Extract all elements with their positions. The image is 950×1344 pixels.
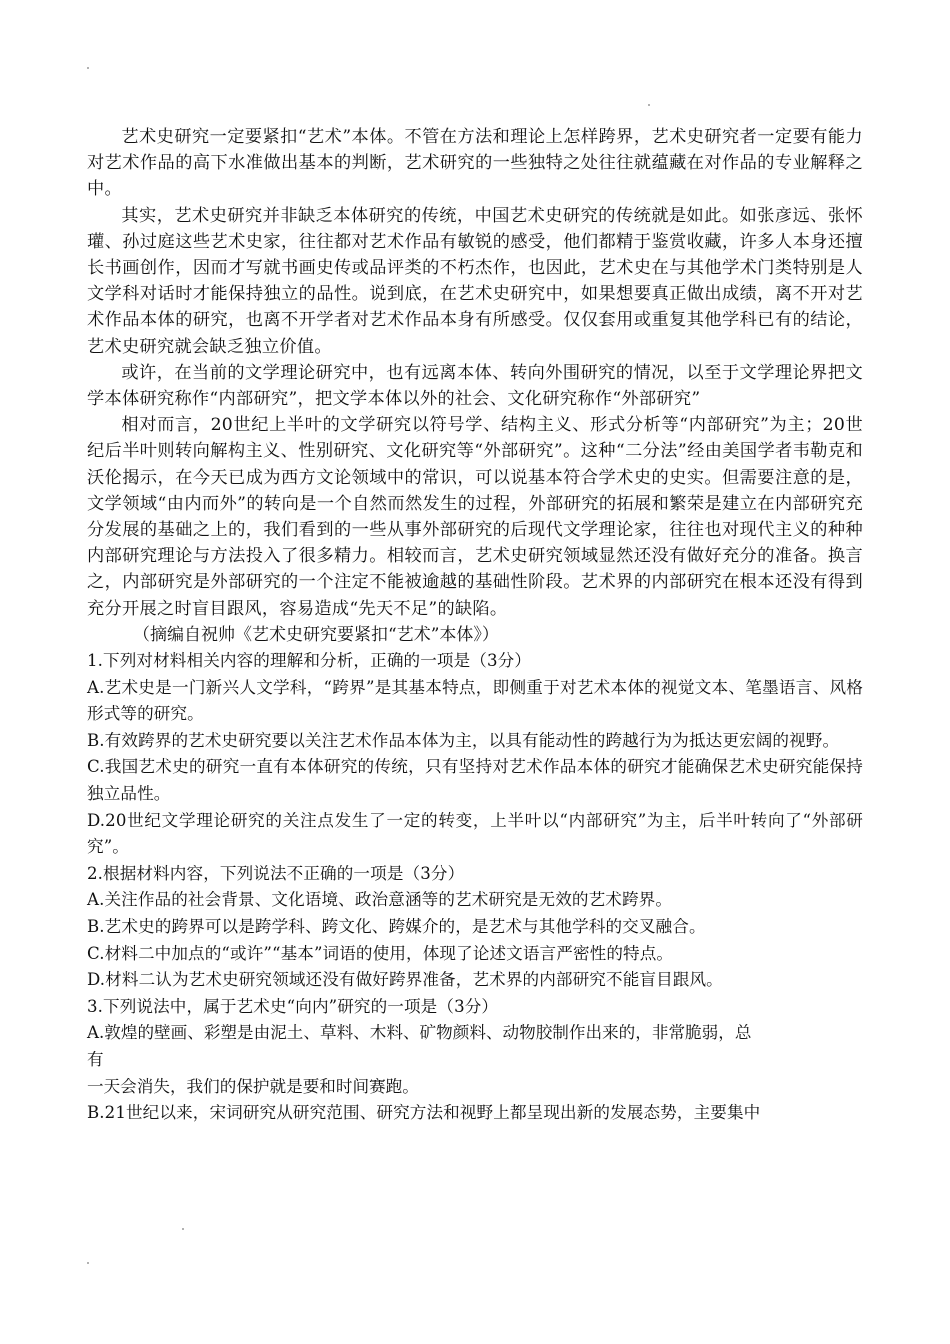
question-stem: 1.下列对材料相关内容的理解和分析，正确的一项是（3分）: [87, 651, 532, 671]
scan-speck: [87, 1262, 89, 1264]
scan-speck: [87, 67, 89, 69]
passage-paragraph-1: 艺术史研究一定要紧扣“艺术”本体。不管在方法和理论上怎样跨界，艺术史研究者一定要有能力对艺术作品的高下水准做出基本的判断，艺术研究的一些独特之处往往就蕴藏在对作品的专业解释之中。: [87, 127, 863, 200]
option-a-line-3: 一天会消失，我们的保护就是要和时间赛跑。: [87, 1076, 419, 1096]
question-stem: 3.下列说法中，属于艺术史“向内”研究的一项是（3分）: [87, 996, 499, 1016]
option-a-line-1: A.敦煌的壁画、彩塑是由泥土、草料、木料、矿物颜料、动物胶制作出来的，非常脆弱，总: [87, 1023, 752, 1043]
option-a: A.关注作品的社会背景、文化语境、政治意涵等的艺术研究是无效的艺术跨界。: [87, 890, 673, 910]
reading-passage: [87, 124, 863, 648]
option-d: D.材料二认为艺术史研究领域还没有做好跨界准备，艺术界的内部研究不能盲目跟风。: [87, 970, 723, 990]
question-3: [87, 994, 863, 1127]
option-a-line-2: 有: [87, 1049, 104, 1069]
passage-paragraph-4: 相对而言，20世纪上半叶的文学研究以符号学、结构主义、形式分析等“内部研究”为主；20世纪后半叶则转向解构主义、性别研究、文化研究等“外部研究”。这种“二分法”经由美国学者韦勒克和沃伦揭示，在今天已成为西方文论领域中的常识，可以说基本符合学术史的史实。但需要注意的是，文学领域“由内而外”的转向是一个自然而然发生的过程，外部研究的拓展和繁荣是建立在内部研究充分发展的基础之上的，我们看到的一些从事外部研究的后现代文学理论家，往往也对现代主义的种种内部研究理论与方法投入了很多精力。相较而言，艺术史研究领域显然还没有做好充分的准备。换言之，内部研究是外部研究的一个注定不能被逾越的基础性阶段。艺术界的内部研究在根本还没有得到充分开展之时盲目跟风，容易造成“先天不足”的缺陷。: [87, 415, 863, 619]
passage-citation: （摘编自祝帅《艺术史研究要紧扣“艺术”本体》）: [133, 624, 499, 645]
question-1: [87, 648, 863, 861]
scan-speck: [182, 1228, 184, 1230]
option-c: C.材料二中加点的“或许”“基本”词语的使用，体现了论述文语言严密性的特点。: [87, 943, 674, 963]
option-b: B.21世纪以来，宋词研究从研究范围、研究方法和视野上都呈现出新的发展态势，主要集中: [87, 1103, 761, 1123]
question-2: [87, 861, 863, 994]
option-c: C.我国艺术史的研究一直有本体研究的传统，只有坚持对艺术作品本体的研究才能确保艺术史研究能保持独立品性。: [87, 757, 863, 804]
passage-paragraph-3: 或许，在当前的文学理论研究中，也有远离本体、转向外围研究的情况，以至于文学理论界把文学本体研究称作“内部研究”，把文学本体以外的社会、文化研究称作“外部研究”: [87, 362, 863, 410]
option-d: D.20世纪文学理论研究的关注点发生了一定的转变，上半叶以“内部研究”为主，后半叶转向了“外部研究”。: [87, 810, 863, 857]
option-b: B.艺术史的跨界可以是跨学科、跨文化、跨媒介的，是艺术与其他学科的交叉融合。: [87, 917, 706, 936]
passage-paragraph-2: 其实，艺术史研究并非缺乏本体研究的传统，中国艺术史研究的传统就是如此。如张彦远、张怀瓘、孙过庭这些艺术史家，往往都对艺术作品有敏锐的感受，他们都精于鉴赏收藏，许多人本身还擅长书画创作，因而才写就书画史传或品评类的不朽杰作，也因此，艺术史在与其他学术门类特别是人文学科对话时才能保持独立的品性。说到底，在艺术史研究中，如果想要真正做出成绩，离不开对艺术作品本体的研究，也离不开学者对艺术作品本身有所感受。仅仅套用或重复其他学科已有的结论，艺术史研究就会缺乏独立价值。: [87, 205, 863, 357]
question-stem: 2.根据材料内容，下列说法不正确的一项是（3分）: [87, 863, 465, 883]
scan-speck: [648, 104, 650, 106]
option-b: B.有效跨界的艺术史研究要以关注艺术作品本体为主，以具有能动性的跨越行为为抵达更宏阔的视野。: [87, 730, 840, 750]
option-a: A.艺术史是一门新兴人文学科，“跨界”是其基本特点，即侧重于对艺术本体的视觉文本、笔墨语言、风格形式等的研究。: [87, 677, 863, 724]
document-body: [87, 124, 863, 1127]
